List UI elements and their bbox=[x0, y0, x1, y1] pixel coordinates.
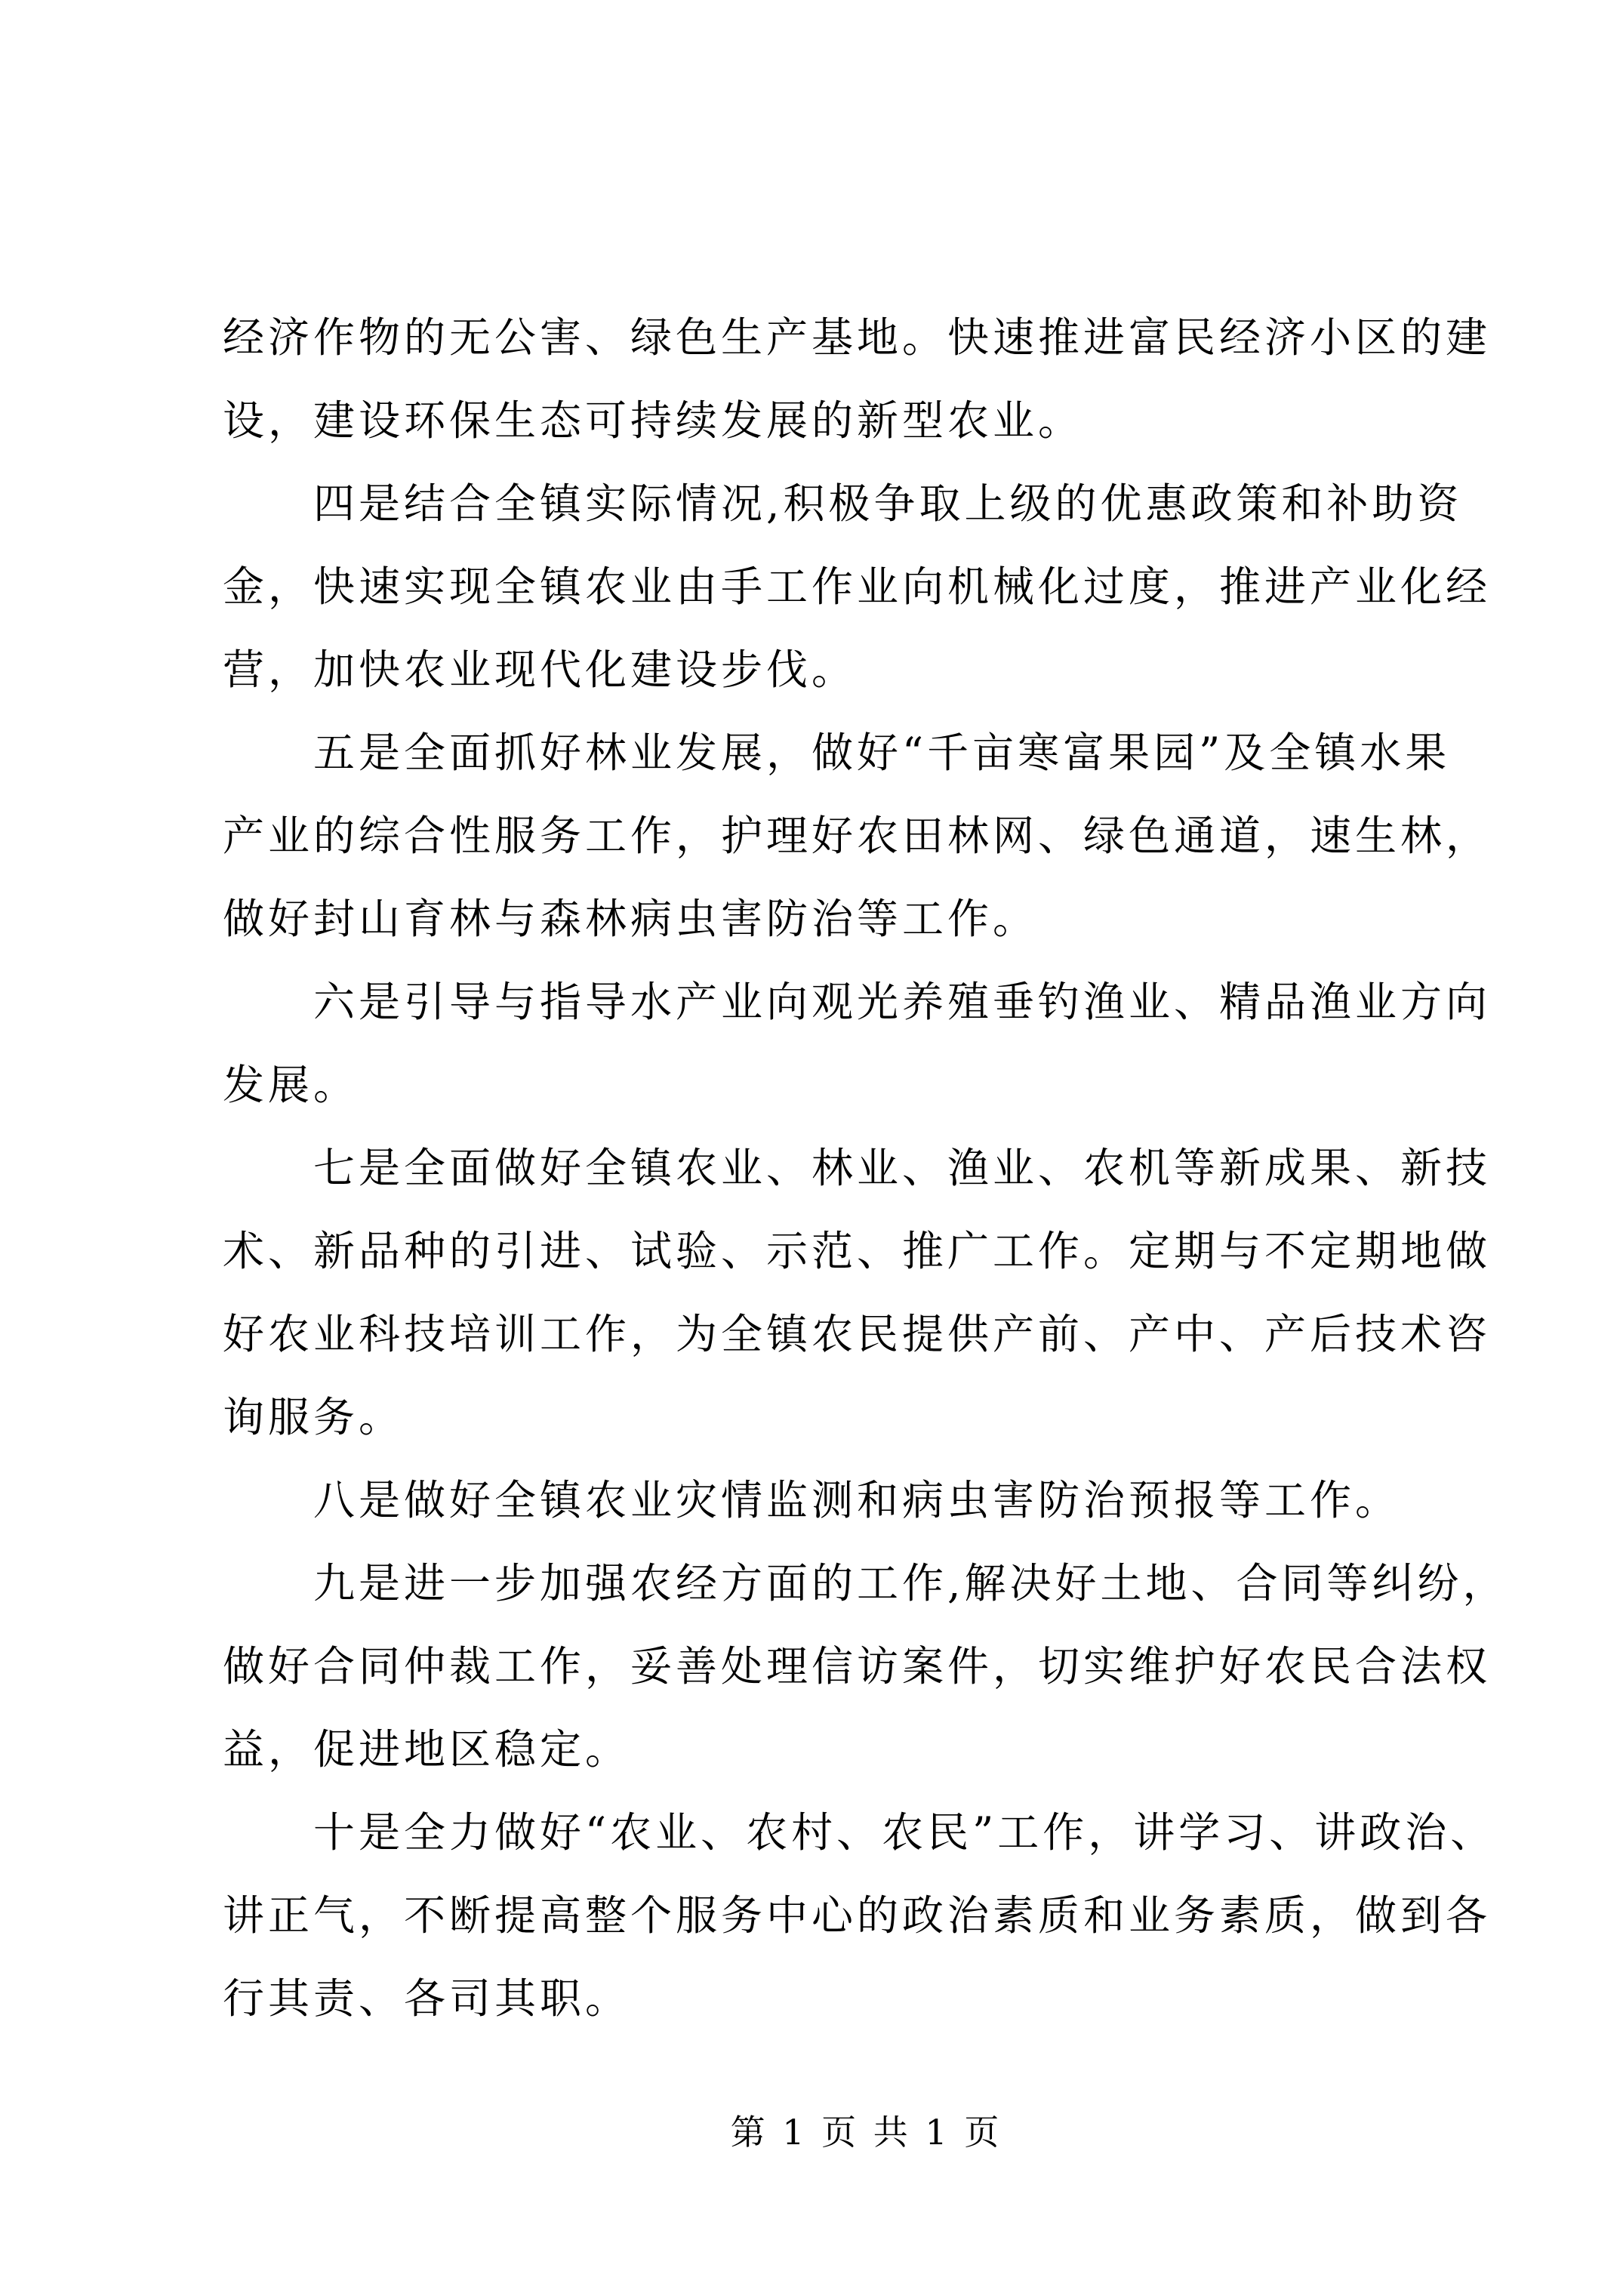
text-line: 做好合同仲裁工作，妥善处理信访案件，切实维护好农民合法权 bbox=[223, 1642, 1492, 1690]
text-line: 经济作物的无公害、绿色生产基地。快速推进富民经济小区的建 bbox=[223, 313, 1492, 362]
text-line: 十是全力做好“农业、农村、农民”工作，讲学习、讲政治、 bbox=[313, 1808, 1496, 1857]
page-footer: 第 1 页 共 1 页 bbox=[730, 2112, 1002, 2153]
text-line: 术、新品种的引进、试验、示范、推广工作。定期与不定期地做 bbox=[223, 1227, 1492, 1275]
text-line: 行其责、各司其职。 bbox=[223, 1974, 631, 2023]
text-line: 四是结合全镇实际情况,积极争取上级的优惠政策和补助资 bbox=[313, 479, 1463, 528]
text-line: 询服务。 bbox=[223, 1393, 405, 1441]
text-line: 产业的综合性服务工作，护理好农田林网、绿色通道，速生林， bbox=[223, 812, 1492, 860]
document-body bbox=[223, 296, 1510, 2040]
text-line: 金，快速实现全镇农业由手工作业向机械化过度，推进产业化经 bbox=[223, 562, 1492, 611]
text-line: 做好封山育林与森林病虫害防治等工作。 bbox=[223, 895, 1039, 943]
text-line: 讲正气，不断提高整个服务中心的政治素质和业务素质，做到各 bbox=[223, 1891, 1492, 1940]
text-line: 设，建设环保生态可持续发展的新型农业。 bbox=[223, 396, 1084, 445]
text-line: 发展。 bbox=[223, 1061, 359, 1109]
text-line: 益，促进地区稳定。 bbox=[223, 1725, 631, 1774]
text-line: 六是引导与指导水产业向观光养殖垂钓渔业、精品渔业方向 bbox=[313, 978, 1492, 1026]
text-line: 七是全面做好全镇农业、林业、渔业、农机等新成果、新技 bbox=[313, 1144, 1492, 1192]
text-line: 八是做好全镇农业灾情监测和病虫害防治预报等工作。 bbox=[313, 1476, 1401, 1524]
text-line: 营，加快农业现代化建设步伐。 bbox=[223, 646, 858, 694]
text-line: 好农业科技培训工作，为全镇农民提供产前、产中、产后技术咨 bbox=[223, 1310, 1492, 1358]
text-line: 九是进一步加强农经方面的工作,解决好土地、合同等纠纷， bbox=[313, 1559, 1508, 1607]
text-line: 五是全面抓好林业发展，做好“千亩寒富果园”及全镇水果 bbox=[313, 729, 1451, 777]
